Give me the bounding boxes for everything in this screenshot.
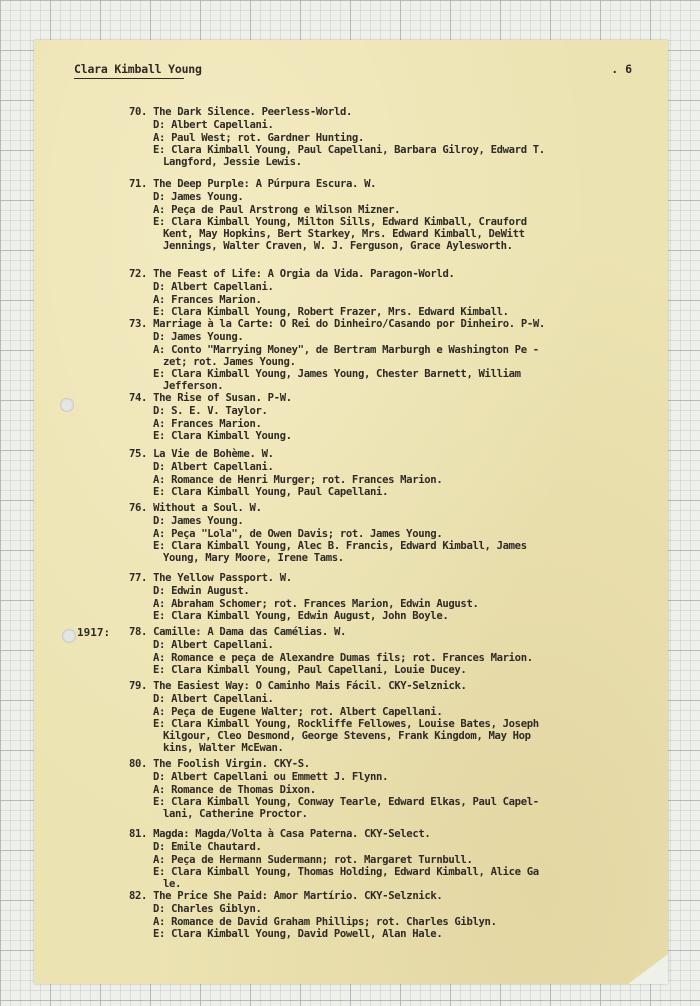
credit-line: E: Clara Kimball Young, Thomas Holding, Edward Kimball, Alice Ga [153, 865, 539, 878]
credit-line: A: Abraham Schomer; rot. Frances Marion, Edwin August. [153, 597, 479, 610]
credit-line: D: Edwin August. [153, 585, 250, 598]
page-number: . 6 [611, 62, 632, 76]
credit-line: A: Frances Marion. [153, 293, 262, 306]
film-title: 79. The Easiest Way: O Caminho Mais Fácil. CKY-Selznick. [129, 680, 467, 692]
credit-line: A: Romance de Henri Murger; rot. Frances Marion. [153, 473, 443, 486]
credit-line: zet; rot. James Young. [163, 355, 296, 368]
film-title: 75. La Vie de Bohème. W. [129, 448, 274, 460]
film-title: 77. The Yellow Passport. W. [129, 572, 292, 584]
credit-line: E: Clara Kimball Young, James Young, Chester Barnett, William [153, 368, 521, 381]
credit-line: D: Albert Capellani. [153, 639, 274, 652]
credit-line: A: Romance e peça de Alexandre Dumas fils; rot. Frances Marion. [153, 651, 533, 664]
film-title: 80. The Foolish Virgin. CKY-S. [129, 758, 310, 770]
credit-line: A: Peça de Hermann Sudermann; rot. Margaret Turnbull. [153, 853, 473, 866]
film-title: 81. Magda: Magda/Volta à Casa Paterna. CKY-Select. [129, 828, 431, 840]
film-entry [129, 318, 545, 393]
credit-line: A: Romance de David Graham Phillips; rot. Charles Giblyn. [153, 915, 497, 928]
title-underline [74, 78, 184, 79]
film-entry [129, 178, 527, 253]
typewritten-page [34, 40, 668, 984]
credit-line: A: Conto "Marrying Money", de Bertram Marburgh e Washington Pe - [153, 343, 539, 356]
credit-line: E: Clara Kimball Young, Conway Tearle, Edward Elkas, Paul Capel- [153, 795, 539, 808]
film-title: 72. The Feast of Life: A Orgia da Vida. Paragon-World. [129, 268, 455, 280]
credit-line: E: Clara Kimball Young, Milton Sills, Edward Kimball, Crauford [153, 215, 527, 228]
film-title: 82. The Price She Paid: Amor Martírio. CKY-Selznick. [129, 890, 443, 902]
film-title: 71. The Deep Purple: A Púrpura Escura. W. [129, 178, 377, 190]
film-title: 78. Camille: A Dama das Camélias. W. [129, 626, 347, 638]
credit-line: E: Clara Kimball Young, David Powell, Alan Hale. [153, 927, 443, 940]
credit-line: Kilgour, Cleo Desmond, George Stevens, Frank Kingdom, May Hop [163, 730, 531, 743]
year-marker: 1917: [77, 626, 111, 639]
credit-line: E: Clara Kimball Young, Paul Capellani, Louie Ducey. [153, 663, 467, 676]
credit-line: D: Emile Chautard. [153, 841, 262, 854]
credit-line: D: S. E. V. Taylor. [153, 405, 268, 418]
credit-line: D: Albert Capellani. [153, 461, 274, 474]
credit-line: E: Clara Kimball Young, Paul Capellani. [153, 485, 389, 498]
film-entry [129, 758, 539, 820]
credit-line: A: Peça "Lola", de Owen Davis; rot. James Young. [153, 527, 443, 540]
film-entry [129, 392, 292, 442]
credit-line: D: Albert Capellani. [153, 693, 274, 706]
film-entry [129, 502, 527, 564]
film-title: 70. The Dark Silence. Peerless-World. [129, 106, 353, 118]
credit-line: D: Albert Capellani. [153, 119, 274, 132]
film-entry [129, 680, 539, 755]
film-entry [129, 572, 479, 622]
film-title: 73. Marriage à la Carte: O Rei do Dinheiro/Casando por Dinheiro. P-W. [129, 318, 545, 330]
credit-line: E: Clara Kimball Young, Paul Capellani, Barbara Gilroy, Edward T. [153, 143, 545, 156]
credit-line: A: Frances Marion. [153, 417, 262, 430]
credit-line: le. [163, 878, 182, 891]
credit-line: A: Peça de Eugene Walter; rot. Albert Capellani. [153, 705, 443, 718]
film-title: 74. The Rise of Susan. P-W. [129, 392, 292, 404]
credit-line: A: Peça de Paul Arstrong e Wilson Mizner. [153, 203, 401, 216]
credit-line: Langford, Jessie Lewis. [163, 156, 302, 169]
page-header [74, 62, 644, 82]
credit-line: lani, Catherine Proctor. [163, 808, 308, 821]
credit-line: D: James Young. [153, 191, 244, 204]
film-entry [129, 890, 497, 940]
punch-hole [60, 398, 74, 412]
credit-line: D: Charles Giblyn. [153, 903, 262, 916]
credit-line: D: Albert Capellani. [153, 281, 274, 294]
credit-line: D: James Young. [153, 331, 244, 344]
credit-line: E: Clara Kimball Young, Edwin August, John Boyle. [153, 609, 449, 622]
credit-line: A: Romance de Thomas Dixon. [153, 783, 316, 796]
film-entry [129, 106, 545, 168]
credit-line: Jennings, Walter Craven, W. J. Ferguson, Grace Aylesworth. [163, 240, 513, 253]
film-title: 76. Without a Soul. W. [129, 502, 262, 514]
film-entry [129, 448, 442, 498]
credit-line: E: Clara Kimball Young, Robert Frazer, Mrs. Edward Kimball. [153, 305, 509, 318]
film-entry [129, 268, 509, 318]
credit-line: Kent, May Hopkins, Bert Starkey, Mrs. Edward Kimball, DeWitt [163, 228, 525, 241]
film-entry [129, 626, 533, 676]
credit-line: E: Clara Kimball Young. [153, 429, 292, 442]
credit-line: D: James Young. [153, 515, 244, 528]
torn-corner [628, 954, 668, 984]
credit-line: kins, Walter McEwan. [163, 742, 284, 755]
credit-line: Jefferson. [163, 380, 224, 393]
credit-line: E: Clara Kimball Young, Alec B. Francis, Edward Kimball, James [153, 539, 527, 552]
credit-line: A: Paul West; rot. Gardner Hunting. [153, 131, 364, 144]
film-entry [129, 828, 539, 890]
credit-line: D: Albert Capellani ou Emmett J. Flynn. [153, 771, 389, 784]
punch-hole [62, 629, 76, 643]
page-title: Clara Kimball Young [74, 62, 202, 76]
credit-line: Young, Mary Moore, Irene Tams. [163, 552, 344, 565]
credit-line: E: Clara Kimball Young, Rockliffe Fellowes, Louise Bates, Joseph [153, 717, 539, 730]
